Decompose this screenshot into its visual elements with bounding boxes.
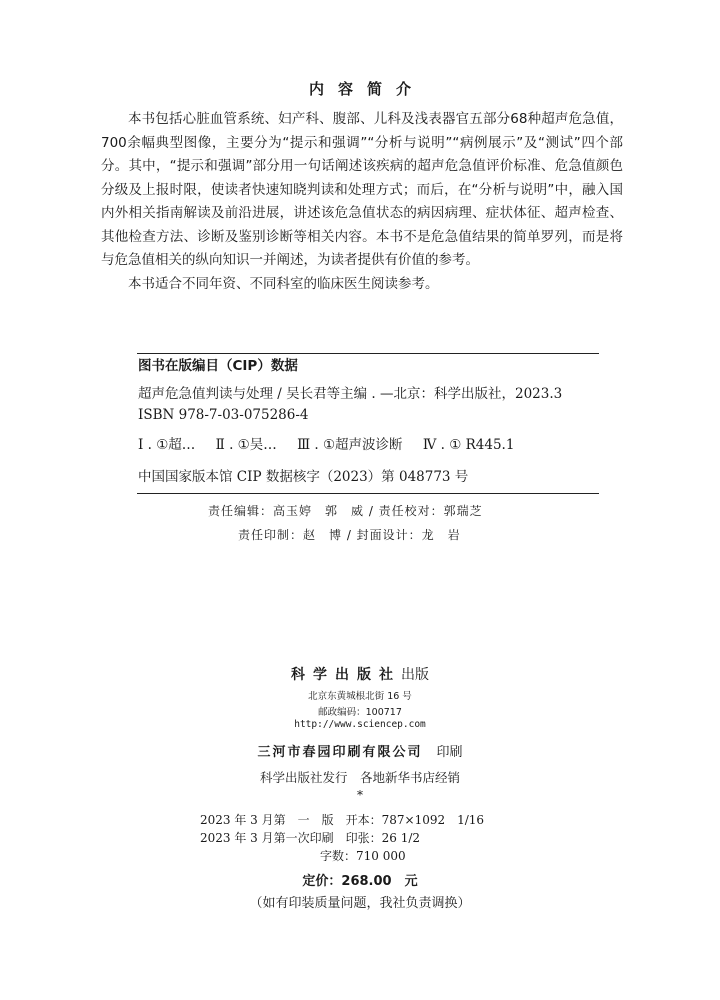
separator-star: * [357,788,363,802]
edition-line-2: 2023 年 3 月第一次印刷 印张：26 1/2 [200,831,421,845]
printer-name: 三河市春园印刷有限公司 [257,745,423,760]
distribution-line: 科学出版社发行 各地新华书店经销 [259,770,460,785]
printer-suffix: 印刷 [436,745,463,760]
production-credits: 责任印制：赵 博 / 封面设计：龙 岩 [238,528,461,542]
printer-line [0,741,720,760]
cip-title-line: 超声危急值判读与处理 / 吴长君等主编 . —北京：科学出版社，2023.3 [138,386,563,402]
cip-subjects [138,436,530,454]
cip-top-rule [137,353,599,354]
publisher-name: 科学出版社 [291,667,401,683]
cip-subject: Ⅱ . ①吴… [215,437,277,453]
summary-paragraph: 本书包括心脏血管系统、妇产科、腹部、儿科及浅表器官五部分68种超声危急值，700余幅典型图像，主要分为“提示和强调”“分析与说明”“病例展示”及“测试”四个部分。其中，“提示和强调”部分用一句话阐述该疾病的超声危急值评价标准、危急值颜色分级及上报时限，使读者快速知晓判读和处理方式；而后，在“分析与说明”中，融入国内外相关指南解读及前沿进展，讲述该危急值状态的病因病理、症状体征、超声检查、其他检查方法、诊断及鉴别诊断等相关内容。本书不是危急值结果的简单罗列，而是将与危急值相关的纵向知识一并阐述，为读者提供有价值的参考。 [101,111,623,268]
publisher-postcode: 邮政编码：100717 [318,707,402,718]
summary-paragraph: 本书适合不同年资、不同科室的临床医生阅读参考。 [128,275,439,292]
publisher-address: 北京东黄城根北街 16 号 [308,691,412,702]
cip-isbn: ISBN 978-7-03-075286-4 [138,407,309,423]
summary-body [101,108,623,296]
cip-record-number: 中国国家版本馆 CIP 数据核字（2023）第 048773 号 [138,469,469,485]
cip-heading: 图书在版编目（CIP）数据 [138,358,298,374]
summary-title: 内容简介 [308,80,425,98]
quality-notice: （如有印装质量问题，我社负责调换） [249,896,471,911]
publisher-website: http://www.sciencep.com [294,719,426,730]
editor-credits: 责任编辑：高玉婷 郭 威 / 责任校对：郭瑞芝 [208,504,483,518]
price: 定价：268.00 元 [302,874,418,889]
word-count: 字数：710 000 [320,849,406,863]
cip-bottom-rule [137,493,599,494]
cip-subject: Ⅲ . ①超声波诊断 [297,437,403,453]
publisher-suffix: 出版 [401,667,429,683]
cip-subject: Ⅳ . ① R445.1 [422,437,515,453]
cip-subject: Ⅰ . ①超… [138,437,196,453]
publisher-line [0,664,720,684]
edition-line-1: 2023 年 3 月第 一 版 开本：787×1092 1/16 [200,813,485,827]
